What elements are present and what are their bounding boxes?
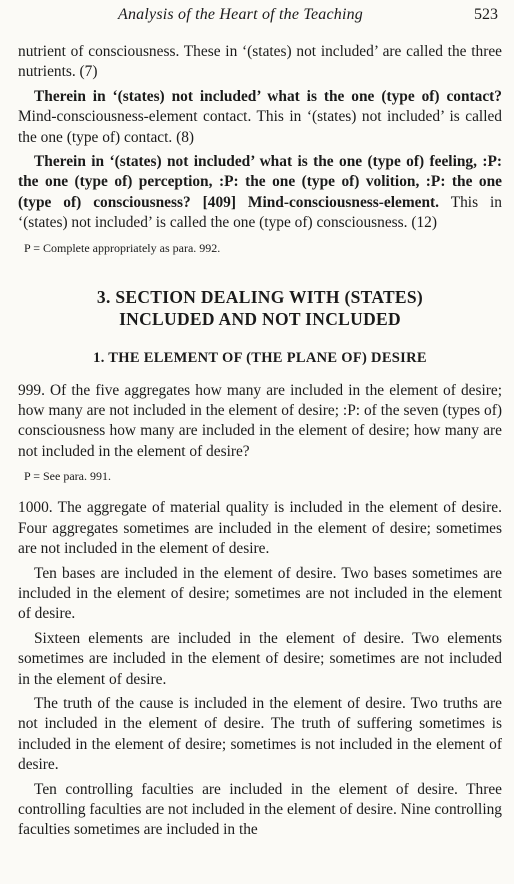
running-title: Analysis of the Heart of the Teaching bbox=[118, 6, 364, 23]
paragraph-truths: The truth of the cause is included in the element of desire. Two truths are not included in the element of desire. The truth of suffering sometimes is included in the element of desire; sometimes is not included in the element of desire. bbox=[18, 694, 502, 774]
paragraph-contact-question: Therein in ‘(states) not included’ what is the one (type of) contact? bbox=[34, 87, 502, 105]
page-body bbox=[18, 42, 502, 841]
paragraph-bases: Ten bases are included in the element of desire. Two bases sometimes are included in the element of desire; sometimes are not included in the element of desire. bbox=[18, 564, 502, 623]
footnote-complete: P = Complete appropriately as para. 992. bbox=[24, 240, 221, 255]
footnote-see-para: P = See para. 991. bbox=[24, 469, 111, 484]
paragraph-1000: 1000. The aggregate of material quality is included in the element of desire. Four aggregates sometimes are included in the element of desire; sometimes are not included in the element of desire. bbox=[18, 499, 502, 558]
paragraph-consciousness-question: Therein in ‘(states) not included’ what is the one (type of) feeling, :P: the one (type of) perception, :P: the one (type of) volition, :P: the one (type of) consciousness? [409] Mind-consciousness-element. bbox=[18, 153, 502, 211]
section-heading-line-2: INCLUDED AND NOT INCLUDED bbox=[119, 308, 401, 329]
section-heading-line-1: 3. SECTION DEALING WITH (STATES) bbox=[96, 286, 424, 307]
subsection-heading: 1. THE ELEMENT OF (THE PLANE OF) DESIRE bbox=[93, 349, 427, 366]
paragraph-elements: Sixteen elements are included in the element of desire. Two elements sometimes are included in the element of desire; sometimes are not included in the element of desire. bbox=[18, 629, 502, 688]
paragraph-consciousness bbox=[18, 152, 502, 234]
paragraph-continued: nutrient of consciousness. These in ‘(states) not included’ are called the three nutrients. (7) bbox=[18, 43, 502, 81]
page-number: 523 bbox=[474, 6, 498, 23]
paragraph-999: 999. Of the five aggregates how many are included in the element of desire; how many are not included in the element of desire; :P: of the seven (types of) consciousness how many are included in the element of desire; how many are not included in the element of desire? bbox=[18, 381, 502, 460]
paragraph-contact-answer: Mind-consciousness-element contact. This in ‘(states) not included’ is called the one (type of) contact. (8) bbox=[18, 108, 502, 146]
paragraph-consciousness-answer: This in ‘(states) not included’ is called the one (type of) consciousness. (12) bbox=[18, 193, 502, 232]
section-heading bbox=[18, 286, 502, 330]
running-header bbox=[0, 6, 514, 30]
paragraph-faculties: Ten controlling faculties are included in the element of desire. Three controlling faculties are not included in the element of desire. Nine controlling faculties sometimes are included in the bbox=[18, 780, 502, 839]
paragraph-contact bbox=[18, 87, 502, 148]
